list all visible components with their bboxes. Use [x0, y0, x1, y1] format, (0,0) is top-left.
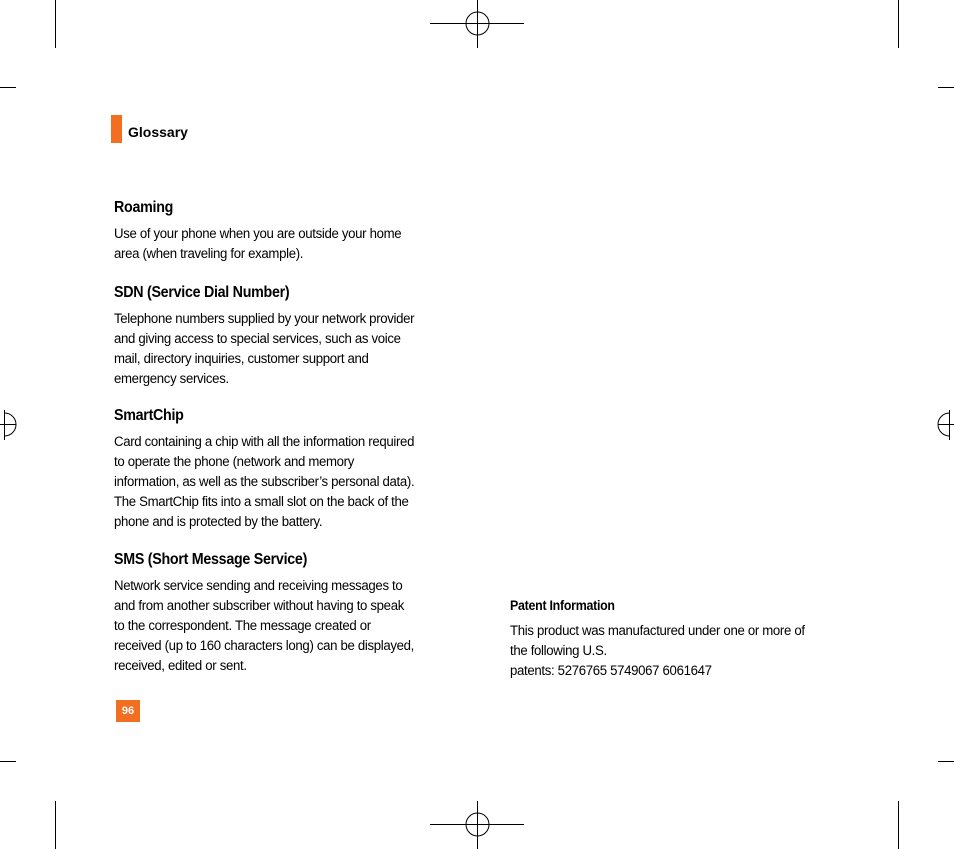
definition-line: to the correspondent. The message created or — [114, 617, 371, 634]
registration-mark-bottom — [430, 801, 524, 849]
definition-line: received, edited or sent. — [114, 657, 247, 674]
definition-line: information, as well as the subscriber’s personal data). — [114, 474, 415, 491]
glossary-definition — [114, 310, 470, 390]
definition-line: received (up to 160 characters long) can be displayed, — [114, 637, 415, 654]
registration-mark-left — [0, 410, 16, 440]
glossary-term: SDN (Service Dial Number) — [114, 283, 290, 301]
patent-title: Patent Information — [510, 598, 615, 613]
definition-line: emergency services. — [114, 370, 229, 387]
definition-line: The SmartChip fits into a small slot on the back of the — [114, 494, 409, 511]
definition-line: and from another subscriber without having to speak — [114, 597, 404, 614]
definition-line: and giving access to special services, such as voice — [114, 330, 401, 347]
glossary-entry-smartchip — [114, 406, 470, 533]
glossary-entry-roaming — [114, 198, 470, 265]
patent-information — [510, 597, 870, 682]
glossary-entry-sdn — [114, 283, 470, 390]
glossary-term: Roaming — [114, 199, 174, 216]
section-tab-marker — [111, 115, 122, 143]
definition-line: Network service sending and receiving messages to — [114, 577, 403, 594]
definition-line: to operate the phone (network and memory — [114, 454, 355, 471]
glossary-entry-sms — [114, 550, 470, 677]
section-title: Glossary — [128, 124, 188, 140]
page-number-badge: 96 — [116, 700, 140, 722]
patent-line: patents: 5276765 5749067 6061647 — [510, 662, 712, 679]
glossary-definition — [114, 577, 470, 677]
patent-line: the following U.S. — [510, 642, 607, 659]
definition-line: mail, directory inquiries, customer support and — [114, 350, 369, 367]
registration-mark-top — [430, 0, 524, 48]
glossary-definition — [114, 433, 470, 533]
glossary-definition — [114, 225, 470, 265]
glossary-column — [114, 198, 470, 677]
definition-line: Use of your phone when you are outside your home — [114, 226, 402, 242]
registration-mark-right — [938, 410, 954, 440]
definition-line: area (when traveling for example). — [114, 245, 304, 262]
definition-line: Card containing a chip with all the information required — [114, 434, 415, 451]
glossary-term: SMS (Short Message Service) — [114, 550, 308, 568]
glossary-term: SmartChip — [114, 407, 184, 425]
patent-body — [510, 622, 870, 682]
patent-line: This product was manufactured under one or more of — [510, 623, 805, 639]
definition-line: phone and is protected by the battery. — [114, 514, 323, 531]
definition-line: Telephone numbers supplied by your network provider — [114, 310, 415, 327]
